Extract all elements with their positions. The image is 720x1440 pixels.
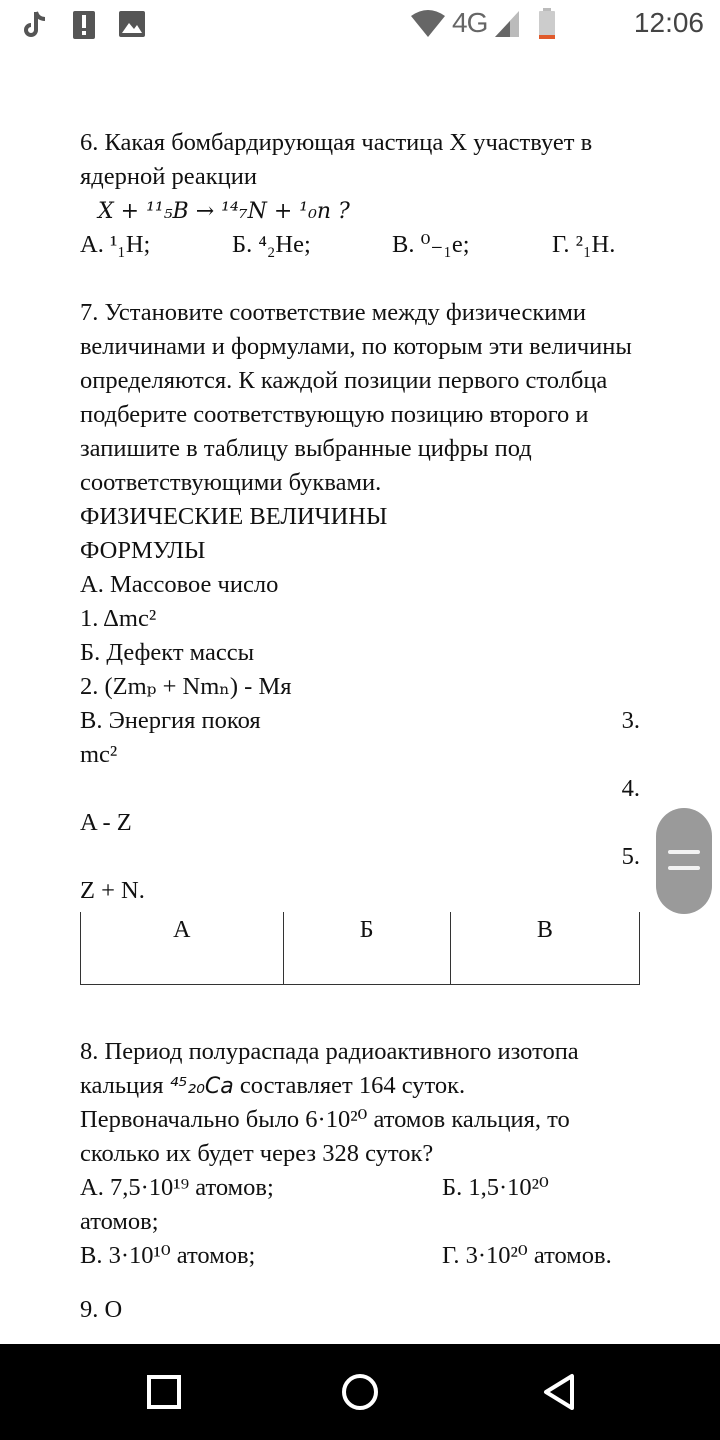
calcium-isotope: ⁴⁵₂₀Ca (169, 1074, 234, 1099)
signal-icon (494, 10, 520, 38)
q8-option-b: Б. 1,5·10²⁰ (442, 1174, 549, 1201)
q7-item-c-row (80, 704, 640, 738)
answer-table (80, 912, 640, 985)
scroll-handle[interactable] (656, 808, 712, 914)
alert-icon (72, 10, 96, 40)
q7-number-3: 3. (621, 707, 640, 734)
q9-partial: 9. О (80, 1296, 123, 1323)
answer-header-a: А (81, 912, 284, 948)
q6-option-d: Г. ²₁H. (552, 231, 616, 258)
q7-text: 7. Установите соответствие между физическими величинами и формулами, по которым эти величины определяются. К каждой позиции первого столбца подберите соответствующую позицию второго и запишите в таблицу выбранные цифры под соответствующими буквами. (80, 299, 632, 496)
q8-line1: 8. Период полураспада радиоактивного изотопа (80, 1038, 579, 1065)
home-button[interactable] (340, 1372, 380, 1412)
answer-header-c: В (450, 912, 639, 948)
q8-option-a: А. 7,5·10¹⁹ атомов; (80, 1174, 274, 1201)
q8-options-row2 (80, 1239, 640, 1273)
answer-cell-b (283, 948, 450, 985)
q8-option-d: Г. 3·10²⁰ атомов. (442, 1242, 612, 1269)
answer-header-b: Б (283, 912, 450, 948)
answer-cell-a (81, 948, 284, 985)
q6-option-c: В. ⁰₋₁e; (392, 231, 470, 258)
q8-option-c: В. 3·10¹⁰ атомов; (80, 1242, 256, 1269)
recents-button[interactable] (144, 1372, 184, 1412)
q8-line2: кальция ⁴⁵₂₀Ca составляет 164 суток. (80, 1072, 466, 1099)
q7-formula-4: A - Z (80, 809, 132, 836)
q8-line4: сколько их будет через 328 суток? (80, 1140, 434, 1167)
q6-equation: X + ¹¹₅B → ¹⁴₇N + ¹₀n ? (98, 199, 350, 224)
q7-item-c: В. Энергия покоя (80, 707, 261, 734)
gallery-icon (118, 10, 146, 38)
q7-header-formulas: ФОРМУЛЫ (80, 537, 206, 564)
q7-number-5: 5. (621, 843, 640, 870)
q7-number-5-row (80, 840, 640, 874)
q6-option-b: Б. ⁴₂He; (232, 231, 311, 258)
q7-number-4: 4. (621, 775, 640, 802)
q8-option-b-cont: атомов; (80, 1208, 159, 1235)
document-content (80, 126, 640, 1327)
back-button[interactable] (540, 1372, 580, 1412)
answer-cell-c (450, 948, 639, 985)
handle-grip-top (668, 850, 700, 854)
status-bar (0, 0, 720, 50)
q6-text: 6. Какая бомбардирующая частица X участвует в ядерной реакции (80, 129, 593, 190)
q7-header-quantities: ФИЗИЧЕСКИЕ ВЕЛИЧИНЫ (80, 503, 388, 530)
q7-formula-1: 1. Δmc² (80, 605, 157, 632)
q8-line3: Первоначально было 6·10²⁰ атомов кальция, то (80, 1106, 570, 1133)
battery-icon (538, 8, 556, 40)
q7-formula-3: mc² (80, 741, 118, 768)
handle-grip-bottom (668, 866, 700, 870)
q6-options (80, 228, 640, 262)
tiktok-icon (22, 10, 48, 40)
q6-option-a: А. ¹₁H; (80, 231, 151, 258)
wifi-icon (410, 10, 446, 38)
navigation-bar (0, 1344, 720, 1440)
q7-item-a: А. Массовое число (80, 571, 279, 598)
q8-options-row1 (80, 1171, 640, 1205)
q7-number-4-row (80, 772, 640, 806)
q7-item-b: Б. Дефект массы (80, 639, 255, 666)
network-type: 4G (452, 7, 488, 38)
q7-formula-2: 2. (Zmₚ + Nmₙ) - Mя (80, 673, 292, 700)
clock: 12:06 (633, 7, 704, 38)
q7-formula-5: Z + N. (80, 877, 145, 904)
